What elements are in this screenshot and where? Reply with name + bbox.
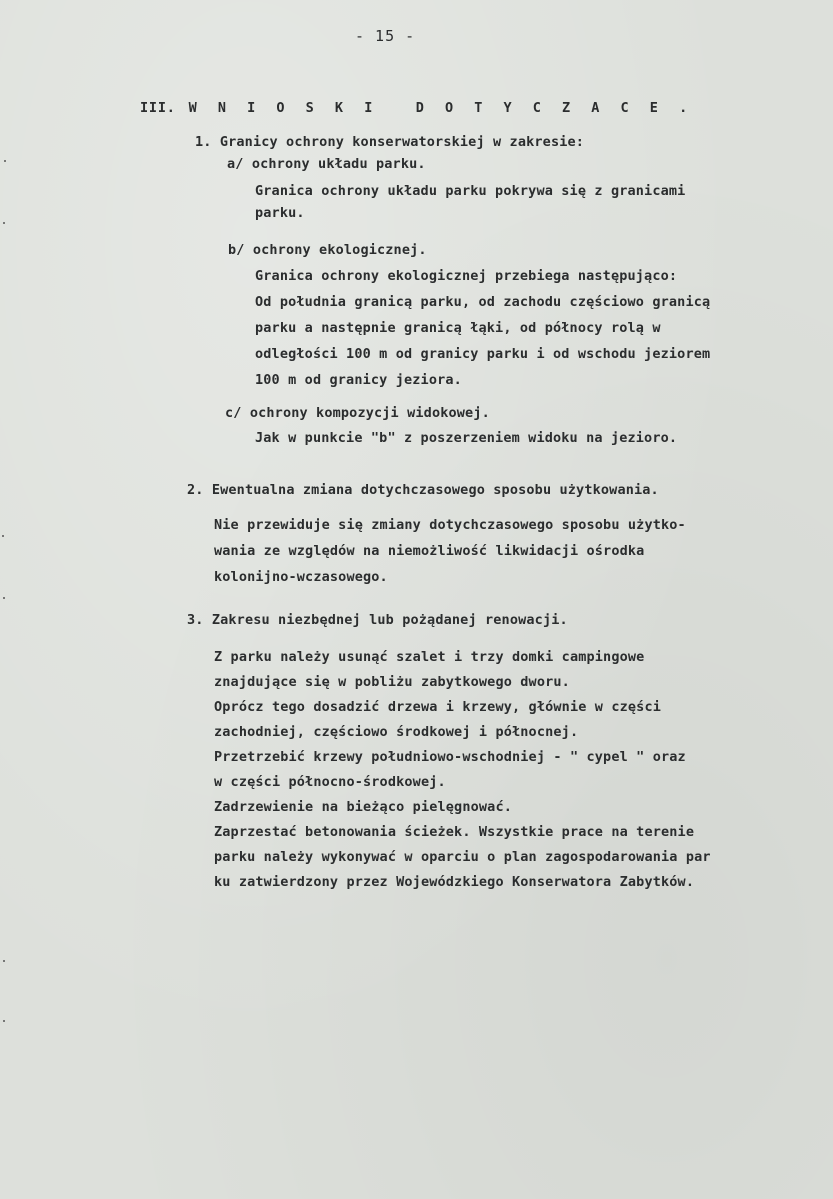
- text-line: Przetrzebić krzewy południowo-wschodniej - " cypel " oraz: [214, 749, 686, 765]
- section-title-word: W N I O S K I: [188, 100, 379, 116]
- scan-speck: [3, 222, 5, 224]
- text-line: zachodniej, częściowo środkowej i północnej.: [214, 724, 579, 740]
- text-line: Nie przewiduje się zmiany dotychczasowego sposobu użytko-: [214, 517, 686, 533]
- text-line: 100 m od granicy jeziora.: [255, 372, 462, 388]
- page-number: - 15 -: [355, 27, 416, 45]
- scan-speck: [2, 535, 4, 537]
- scan-speck: [3, 960, 5, 962]
- scan-speck: [3, 597, 5, 599]
- subitem-a-heading: a/ ochrony układu parku.: [227, 156, 426, 172]
- text-line: Granica ochrony ekologicznej przebiega następująco:: [255, 268, 678, 284]
- text-line: parku a następnie granicą łąki, od północy rolą w: [255, 320, 661, 336]
- text-line: Jak w punkcie "b" z poszerzeniem widoku na jezioro.: [255, 430, 678, 446]
- text-line: parku należy wykonywać w oparciu o plan zagospodarowania par: [214, 849, 711, 865]
- scan-speck: [4, 160, 6, 162]
- text-line: Oprócz tego dosadzić drzewa i krzewy, głównie w części: [214, 699, 661, 715]
- section-number: III.: [140, 100, 176, 116]
- item-3-heading: 3. Zakresu niezbędnej lub pożądanej renowacji.: [187, 612, 568, 628]
- item-2-heading: 2. Ewentualna zmiana dotychczasowego sposobu użytkowania.: [187, 482, 659, 498]
- text-line: kolonijno-wczasowego.: [214, 569, 388, 585]
- section-title-word: D O T Y C Z A C E .: [415, 100, 694, 116]
- text-line: odległości 100 m od granicy parku i od wschodu jeziorem: [255, 346, 711, 362]
- text-line: w części północno-środkowej.: [214, 774, 446, 790]
- text-line: parku.: [255, 205, 305, 221]
- text-line: wania ze względów na niemożliwość likwidacji ośrodka: [214, 543, 645, 559]
- text-line: Granica ochrony układu parku pokrywa się z granicami: [255, 183, 686, 199]
- text-line: Zadrzewienie na bieżąco pielęgnować.: [214, 799, 512, 815]
- text-line: ku zatwierdzony przez Wojewódzkiego Konserwatora Zabytków.: [214, 874, 695, 890]
- text-line: Z parku należy usunąć szalet i trzy domki campingowe: [214, 649, 645, 665]
- scan-speck: [3, 1020, 5, 1022]
- section-heading: [140, 99, 694, 117]
- subitem-b-heading: b/ ochrony ekologicznej.: [228, 242, 427, 258]
- text-line: znajdujące się w pobliżu zabytkowego dworu.: [214, 674, 570, 690]
- text-line: Zaprzestać betonowania ścieżek. Wszystkie prace na terenie: [214, 824, 695, 840]
- item-1-heading: 1. Granicy ochrony konserwatorskiej w zakresie:: [195, 134, 585, 150]
- subitem-c-heading: c/ ochrony kompozycji widokowej.: [225, 405, 490, 421]
- text-line: Od południa granicą parku, od zachodu częściowo granicą: [255, 294, 711, 310]
